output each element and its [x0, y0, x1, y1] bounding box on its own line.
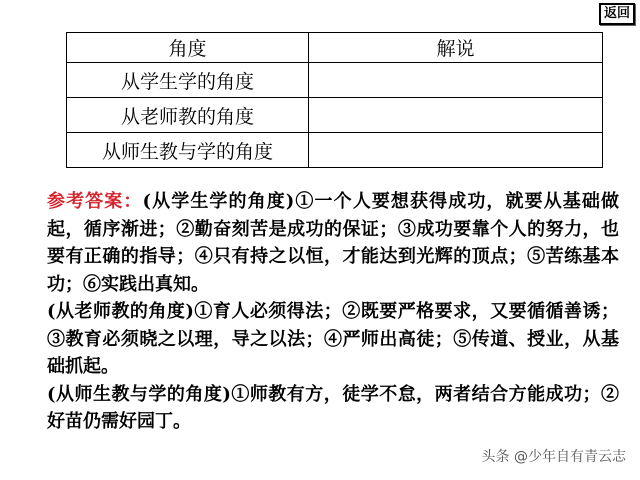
watermark: 头条 @少年自有青云志: [481, 449, 626, 465]
angle-table: [66, 32, 603, 168]
table-header-row: [67, 33, 603, 63]
table-header-angle: 角度: [67, 33, 309, 63]
table-header-explanation: 解说: [309, 33, 603, 63]
table-cell-angle: 从学生学的角度: [67, 63, 309, 98]
table-row: [67, 63, 603, 98]
table-row: [67, 98, 603, 133]
answer-label: 参考答案：: [47, 191, 143, 212]
table-cell-angle: 从老师教的角度: [67, 98, 309, 133]
table-cell-angle: 从师生教与学的角度: [67, 133, 309, 168]
table-row: [67, 133, 603, 168]
answer-student-text: (从学生学的角度)①一个人要想获得成功，就要从基础做起，循序渐进；②勤奋刻苦是成功的保证；③成功要靠个人的努力，也要有正确的指导；④只有持之以恒，才能达到光辉的顶点；⑤苦练基本功；⑥实践出真知。: [47, 191, 620, 295]
table-cell-explanation: [309, 98, 603, 133]
answer-paragraph-student: [47, 188, 619, 298]
return-button[interactable]: 返回: [599, 3, 635, 25]
table-cell-explanation: [309, 63, 603, 98]
answer-paragraph-both: (从师生教与学的角度)①师教有方，徒学不怠，两者结合方能成功；②好苗仍需好园丁。: [47, 383, 619, 432]
answer-paragraph-teacher: (从老师教的角度)①育人必须得法；②既要严格要求，又要循循善诱；③教育必须晓之以理，导之以法；④严师出高徒；⑤传道、授业，从基础抓起。: [47, 301, 619, 377]
table-cell-explanation: [309, 133, 603, 168]
reference-answer: [47, 188, 619, 436]
